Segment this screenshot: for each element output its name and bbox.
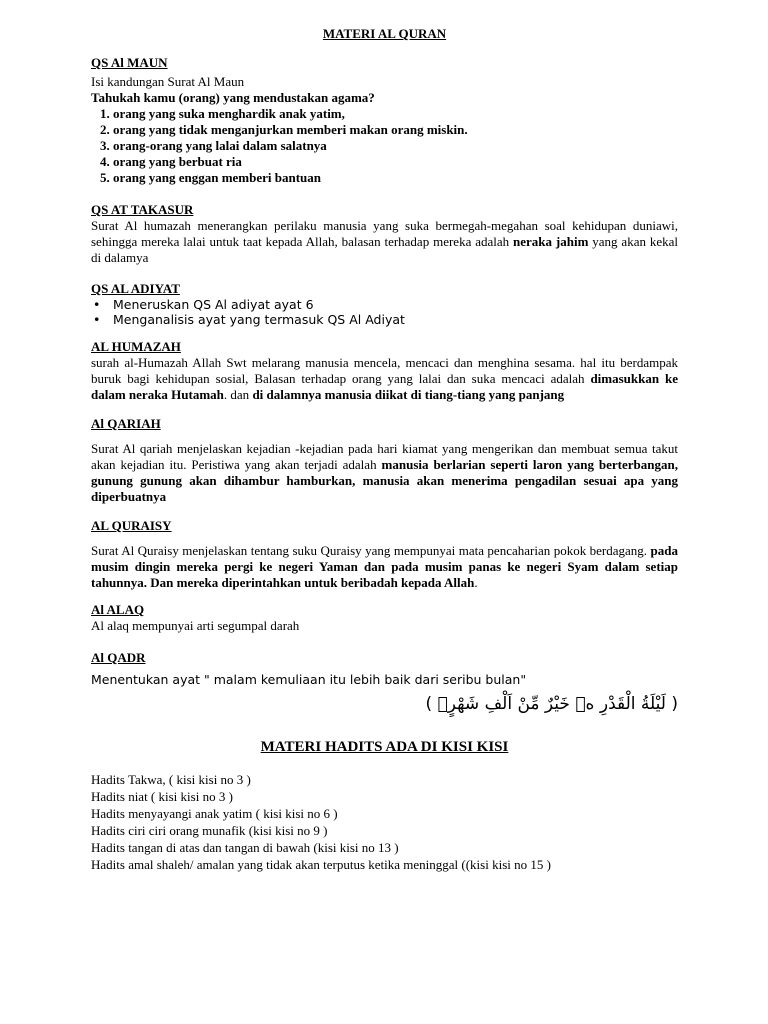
section-al-maun	[91, 55, 678, 186]
list-item: Hadits ciri ciri orang munafik (kisi kisi no 9 )	[91, 823, 328, 838]
hadits-list	[91, 771, 678, 873]
list-item: 5. orang yang enggan memberi bantuan	[113, 170, 678, 186]
section-hadits	[91, 739, 678, 873]
section-heading: QS AL ADIYAT	[91, 281, 180, 296]
section-al-qariah	[91, 416, 678, 505]
section-title: MATERI HADITS ADA DI KISI KISI	[260, 739, 509, 755]
intro-text: Isi kandungan Surat Al Maun	[91, 74, 245, 89]
list-item: Hadits amal shaleh/ amalan yang tidak akan terputus ketika meninggal ((kisi kisi no 15 )	[91, 857, 551, 872]
section-heading: QS AT TAKASUR	[91, 202, 194, 217]
section-heading: Al QARIAH	[91, 416, 161, 431]
list-item: • Meneruskan QS Al adiyat ayat 6	[91, 297, 678, 312]
page-title: MATERI AL QURAN	[322, 26, 447, 41]
section-al-humazah	[91, 339, 678, 403]
list-item: Hadits menyayangi anak yatim ( kisi kisi no 6 )	[91, 806, 338, 821]
paragraph: Al alaq mempunyai arti segumpal darah	[91, 618, 300, 633]
section-heading: Al QADR	[91, 650, 146, 665]
section-al-qadr	[91, 650, 678, 716]
list-item: 3. orang-orang yang lalai dalam salatnya	[113, 138, 678, 154]
paragraph: Surat Al humazah menerangkan perilaku manusia yang suka bermegah-megahan soal kehidupan duniawi, sehingga mereka lalai untuk taat kepada Allah, balasan terhadap mereka adalah neraka jahim yang akan kekal di dalamya	[91, 218, 679, 265]
document-page	[91, 26, 678, 873]
list-item: Hadits Takwa, ( kisi kisi no 3 )	[91, 772, 251, 787]
section-at-takasur	[91, 202, 678, 266]
question-text: Tahukah kamu (orang) yang mendustakan agama?	[91, 90, 375, 105]
list-item: • Menganalisis ayat yang termasuk QS Al Adiyat	[91, 312, 678, 327]
numbered-list	[91, 106, 678, 186]
bullet-list	[91, 297, 678, 327]
list-item: Hadits niat ( kisi kisi no 3 )	[91, 789, 233, 804]
section-al-adiyat	[91, 281, 678, 327]
paragraph: Menentukan ayat " malam kemuliaan itu lebih baik dari seribu bulan"	[91, 672, 527, 687]
section-al-alaq	[91, 602, 678, 634]
section-heading: AL HUMAZAH	[91, 339, 181, 354]
paragraph: Surat Al qariah menjelaskan kejadian -kejadian pada hari kiamat yang mengerikan dan membuat semua takut akan kejadian itu. Peristiwa yang akan terjadi adalah manusia berlarian seperti laron yang berterbangan, gunung gunung akan dihambur hamburkan, manusia akan menerima pengadilan sesuai apa yang diperbuatnya	[91, 441, 678, 504]
section-heading: QS Al MAUN	[91, 55, 168, 70]
list-item: Hadits tangan di atas dan tangan di bawah (kisi kisi no 13 )	[91, 840, 399, 855]
list-item: 2. orang yang tidak menganjurkan memberi makan orang miskin.	[113, 122, 678, 138]
paragraph: surah al-Humazah Allah Swt melarang manusia mencela, mencaci dan menghina sesama. hal itu berdampak buruk bagi kehidupan sosial, Balasan terhadap orang yang lalai dan suka mencaci adalah dimasukkan ke dalam neraka Hutamah. dan di dalamnya manusia diikat di tiang-tiang yang panjang	[91, 355, 678, 402]
section-al-quraisy	[91, 518, 678, 591]
list-item: 1. orang yang suka menghardik anak yatim,	[113, 106, 678, 122]
list-item: 4. orang yang berbuat ria	[113, 154, 678, 170]
arabic-verse: ( لَيْلَةُ الْقَدْرِ ەۙ خَيْرٌ مِّنْ اَلْفِ شَهْرٍۗ )	[425, 694, 678, 714]
section-heading: Al ALAQ	[91, 602, 145, 617]
paragraph: Surat Al Quraisy menjelaskan tentang suku Quraisy yang mempunyai mata pencaharian pokok berdagang. pada musim dingin mereka pergi ke negeri Yaman dan pada musim panas ke negeri Syam dalam setiap tahunnya. Dan mereka diperintahkan untuk beribadah kepada Allah.	[91, 543, 678, 590]
section-heading: AL QURAISY	[91, 518, 172, 533]
